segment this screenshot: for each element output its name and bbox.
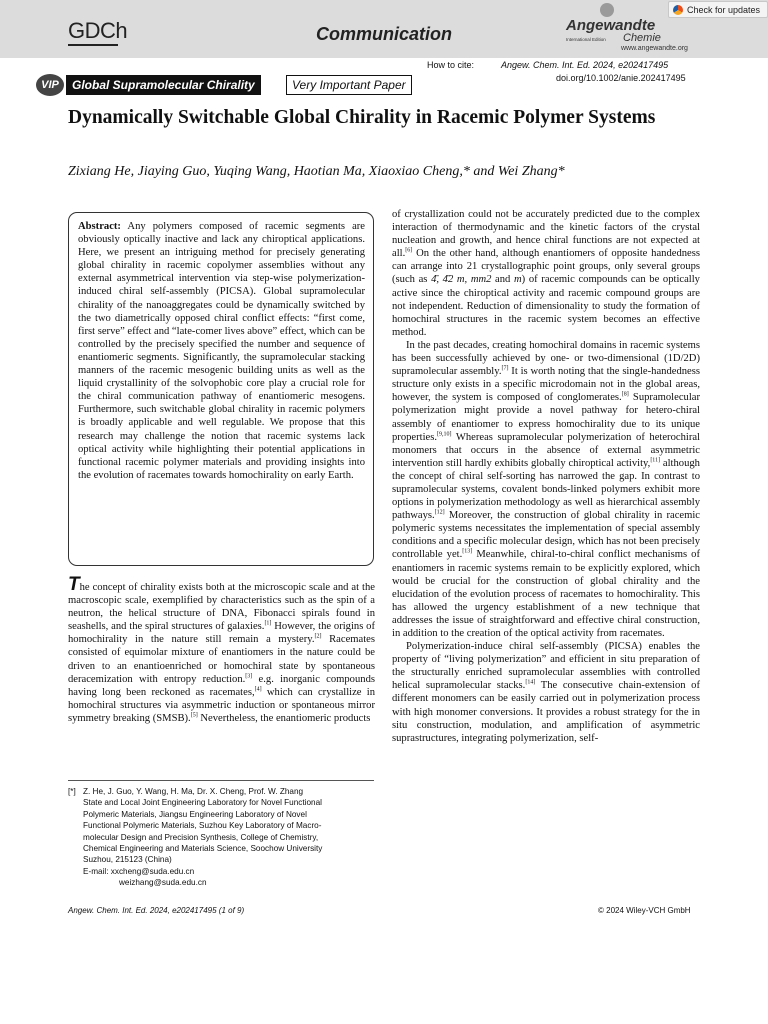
publisher-logo-rule	[68, 44, 118, 46]
abstract-box	[68, 212, 374, 566]
intro-paragraph: The concept of chirality exists both at the microscopic scale and at the macroscopic scale, exemplified by characteristics such as the spin of a neutron, the helical structure of DNA, Fibonacci spirals found in seashells, and the spiral structures of galaxies.[1] However, the origins of homochirality in the nature still remain a mystery.[2] Racemates consisted of equimolar mixture of enantiomers in the nature could be driven to an enantioenriched or homochiral state by spontaneous deracemization with entropy reduction.[3] e.g. inorganic compounds having long been reckoned as racemates,[4] which can crystallize in homochiral structures via asymmetric induction or spontaneous mirror symmetry breaking (SMSB).[5] Nevertheless, the enantiomeric products	[68, 574, 376, 724]
footnote-lines	[83, 786, 322, 889]
ref-2[interactable]: [2]	[314, 633, 322, 640]
footer-copyright: © 2024 Wiley-VCH GmbH	[598, 906, 691, 915]
vip-badge: VIP	[36, 74, 64, 96]
abstract-label: Abstract:	[78, 221, 121, 232]
email-link-1[interactable]: xxcheng@suda.edu.cn	[110, 866, 195, 876]
drop-cap: T	[68, 574, 80, 595]
doi-link[interactable]: doi.org/10.1002/anie.202417495	[556, 73, 686, 83]
affiliation-footnote	[68, 786, 374, 889]
point-group-m: m	[514, 274, 522, 286]
ref-11[interactable]: [11]	[650, 457, 661, 464]
crossmark-icon	[673, 5, 683, 15]
point-groups: 4̄, 4̄2 m, mm2	[431, 274, 492, 286]
paper-tag: Very Important Paper	[286, 75, 412, 95]
author-list: Zixiang He, Jiaying Guo, Yuqing Wang, Haotian Ma, Xiaoxiao Cheng,* and Wei Zhang*	[68, 164, 565, 179]
email-link-2[interactable]: weizhang@suda.edu.cn	[119, 878, 207, 888]
footer-citation: Angew. Chem. Int. Ed. 2024, e202417495 (1 of 9)	[68, 906, 245, 915]
footnote-line: Polymeric Materials, Jiangsu Engineering Laboratory of Novel	[83, 809, 307, 819]
ref-13[interactable]: [13]	[462, 548, 473, 555]
ref-9-10[interactable]: [9,10]	[437, 431, 452, 438]
abstract-text: Any polymers composed of racemic segments are obviously optically inactive and lack any chiroptical applications. Here, we present an intriguing method for precisely generating global chirality in racemic copolymer assemblies without any external asymmetrical intervention via step-wise polymerization-induced chiral self-assembly (PICSA). Global supramolecular chirality of the nanoaggregates could be dynamically switched by the two diametrically opposed chiral conflict effects: “first come, first serve” effect and “late-comer lives above” effect, which can be controlled by the precisely specified the number and sequence of enantiomeric segments. Significantly, the supramolecular stacking manners of the racemic mesogenic building units as well as the liquid crystallinity of the solvophobic core play a crucial role for the chiral communication pathway of enantiomeric mesogens. Furthermore, such switchable global chirality in racemic polymers is broadly applicable and well regulable. We propose that this research may challenge the notion that racemic systems lack optical activity while highlighting their potential applications in functional racemic polymer materials and providing insights into the evolution of racemates towards homochirality on early Earth.	[78, 221, 365, 481]
journal-url[interactable]: www.angewandte.org	[621, 45, 688, 52]
journal-logo-sub: Chemie	[623, 32, 661, 44]
journal-seal-icon	[600, 3, 614, 17]
journal-logo-main: Angewandte	[566, 17, 656, 34]
email-line	[83, 866, 322, 877]
ref-3[interactable]: [3]	[245, 673, 253, 680]
ref-4[interactable]: [4]	[254, 686, 262, 693]
ref-6[interactable]: [6]	[405, 247, 413, 254]
footnote-line: Suzhou, 215123 (China)	[83, 855, 172, 865]
footnote-divider	[68, 780, 374, 781]
ref-7[interactable]: [7]	[501, 365, 509, 372]
footnote-marker: [*]	[68, 787, 76, 796]
ref-12[interactable]: [12]	[434, 509, 445, 516]
footnote-line: Functional Polymeric Materials, Suzhou Key Laboratory of Macro-	[83, 821, 322, 831]
footnote-line: molecular Design and Precision Synthesis, College of Chemistry,	[83, 832, 319, 842]
footnote-line: Z. He, J. Guo, Y. Wang, H. Ma, Dr. X. Cheng, Prof. W. Zhang	[83, 787, 304, 796]
body-paragraph-2: In the past decades, creating homochiral domains in racemic systems has been successfully achieved by one- or two-dimensional (1D/2D) supramolecular assembly.[7] It is worth noting that the single-handedness structure only exists in a specific microdomain not in the global areas, however, the system is composed of conglomerates.[8] Supramolecular polymerization might provide a novel pathway for hetero-chiral assembly of enantiomer to express homochirality due to its unique properties.[9,10] Whereas supramolecular polymerization of heterochiral monomers that occurs in the absence of external asymmetric intervention still hardly exhibits globally chiroptical activity,[11] although the concept of chiral self-sorting has narrowed the gap. In contrast to supramolecular systems, covalent bonds-linked polymers exhibit more options in polymerization methodology as well as hierarchical assembly pathways.[12] Moreover, the construction of global chirality in racemic polymeric systems necessitates the implementation of special assembly conditions and a specific molecular design, which has not been precisely controllable yet.[13] Meanwhile, chiral-to-chiral conflict mechanisms of enantiomers in racemic systems remain to be explicitly explored, which would be crucial for the construction of global chirality and the elucidation of the evolution process of racemates to homochirality. This has allowed the urgency establishment of a new technique that addresses the issue of straightforward and effective chiral construction, in addition to the creation of the optical activity from racemates.	[392, 339, 701, 639]
email-label: E-mail:	[83, 866, 109, 876]
check-for-updates-label: Check for updates	[687, 4, 761, 15]
how-to-cite-label: How to cite:	[427, 60, 475, 70]
journal-logo-tag: International Edition	[566, 37, 606, 42]
body-column-right	[392, 208, 700, 745]
check-for-updates-button[interactable]	[668, 1, 768, 18]
ref-1[interactable]: [1]	[264, 620, 272, 627]
footnote-line: Chemical Engineering and Materials Science, Soochow University	[83, 844, 323, 854]
body-paragraph-1: of crystallization could not be accurately predicted due to the complex interaction of thermodynamic and the kinetic factors of the crystal nucleation and growth, and hence chiral functions are not expected at all.[6] On the other hand, although enantiomers of opposite handedness can arrange into 21 crystallographic point groups, only several groups (such as 4̄, 4̄2 m, mm2 and m) of racemic compounds can be optically active since the chiroptical activity and racemic compound groups are not independent. Reduction of dimensionality to study the formation of homochiral structures in the racemic system becomes an effective method.	[392, 209, 700, 338]
footnote-line: State and Local Joint Engineering Laboratory for Novel Functional	[83, 798, 322, 808]
ref-8[interactable]: [8]	[621, 391, 629, 398]
intro-column-left	[68, 574, 376, 725]
citation: Angew. Chem. Int. Ed. 2024, e202417495	[501, 60, 669, 70]
ref-14[interactable]: [14]	[525, 679, 536, 686]
section-title: Communication	[316, 24, 453, 44]
ref-5[interactable]: [5]	[190, 712, 198, 719]
publisher-logo: GDCh	[68, 18, 128, 43]
body-paragraph-3: Polymerization-induce chiral self-assembly (PICSA) enables the property of “living polymerization” and efficient in situ preparation of the structurally enriched supramolecular assemblies with controlled helical supramolecular stacks.[14] The consecutive chain-extension of different monomers can be easily carried out in polymerization process with high monomer conversions. It provides a robust strategy for the in situ construction, modulation, and amplification of asymmetric suprastructures, integrating polymerization, self-	[392, 641, 700, 744]
paper-title: Dynamically Switchable Global Chirality in Racemic Polymer Systems	[68, 107, 656, 128]
topic-label: Global Supramolecular Chirality	[66, 75, 261, 95]
